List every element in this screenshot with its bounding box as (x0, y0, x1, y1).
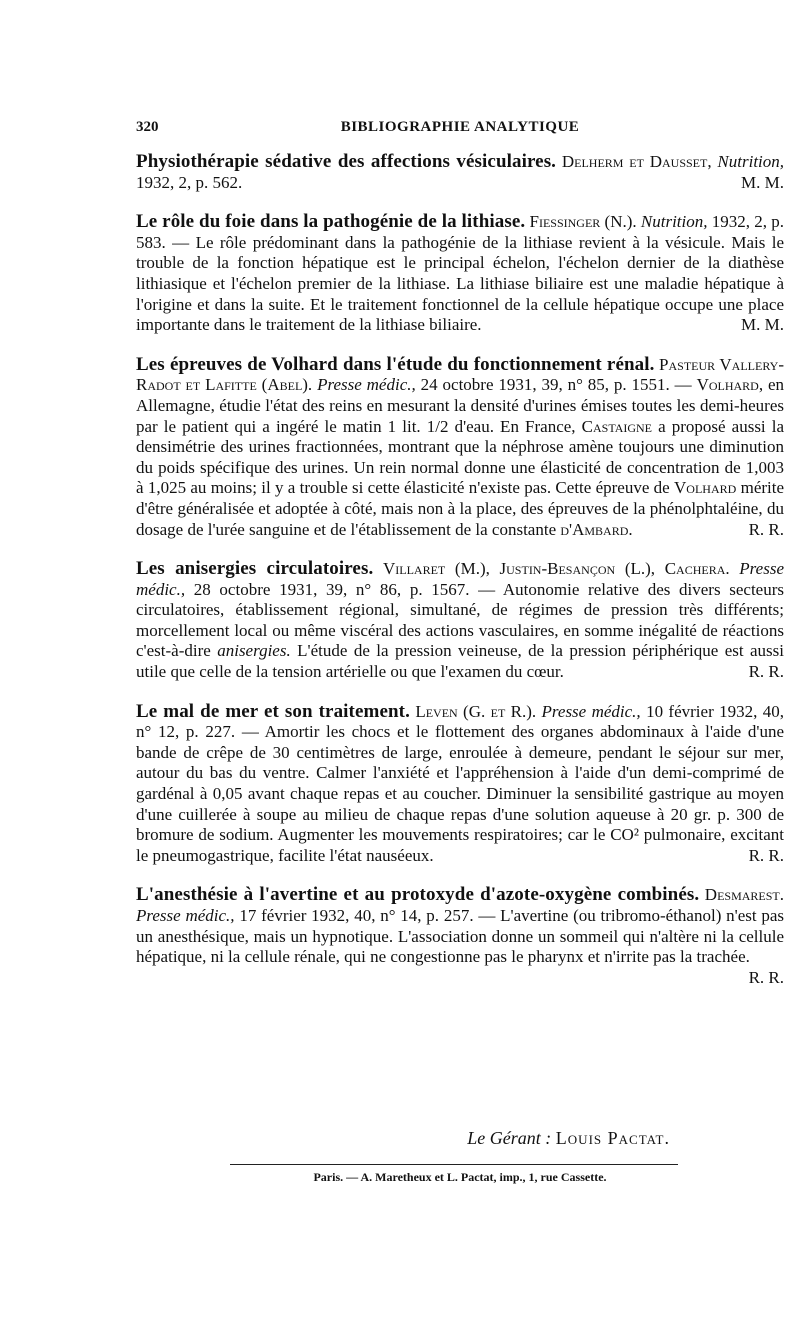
bibliography-entries (136, 152, 784, 1007)
entry-signature: R. R. (748, 845, 784, 865)
entry-reference: 24 octobre 1931, 39, n° 85, p. 1551. — (420, 375, 692, 395)
entry-abstract: Autonomie relative des divers secteurs circulatoires, établissement régional, simultané, de régimes de pression très différents; morcellement local ou même viscéral des actions vasculaires, en somme inégalité de réactions c'est-à-dire (136, 579, 784, 661)
entry-reference: 1932, 2, p. 583. — (136, 212, 784, 252)
entry-journal: Presse médic., (541, 701, 641, 721)
entry-authors: Desmarest. (704, 885, 785, 905)
entry-abstract-name: Volhard (674, 478, 737, 498)
entry-abstract: a proposé aussi la densimétrie des urines fractionnées, montrant que la néphrose amène toujours une diminution du poids spécifique des urines. Un rein normal donne une élasticité de concentration de 1,003 à 1,025 au moins; il y a trouble si cette élasticité n'existe pas. Cette épreuve de (136, 416, 785, 498)
entry-mal-de-mer (136, 702, 784, 867)
footer-rule (230, 1164, 678, 1165)
entry-physiotherapie (136, 152, 784, 193)
page-header (136, 119, 784, 143)
entry-reference: 17 février 1932, 40, n° 14, p. 257. — (239, 906, 496, 925)
entry-journal: Presse médic., (136, 906, 235, 925)
entry-anesthesie-avertine (136, 885, 784, 988)
entry-abstract: en Allemagne, étudie l'état des reins en mesurant la densité d'urines émises toutes les demi-heures par le patient qui a ingéré le matin 1 lit. 1/2 d'eau. En France, (136, 375, 785, 436)
entry-signature: M. M. (741, 172, 784, 192)
running-title: BIBLIOGRAPHIE ANALYTIQUE (340, 119, 580, 135)
gerant-label: Le Gérant : (467, 1128, 552, 1148)
entry-abstract-name: Castaigne (581, 416, 653, 436)
entry-abstract-name: Volhard, (696, 375, 764, 395)
printer-imprint: Paris. — A. Maretheux et L. Pactat, imp., 1, rue Cassette. (313, 1170, 607, 1184)
entry-journal: Presse médic., (317, 375, 416, 395)
entry-role-du-foie (136, 212, 784, 336)
entry-authors: Fiessinger (N.). (529, 212, 637, 232)
entry-title: Physiothérapie sédative des affections vésiculaires. (136, 151, 557, 172)
entry-title: Les épreuves de Volhard dans l'étude du fonctionnement rénal. (136, 353, 655, 375)
entry-journal: Nutrition, (640, 212, 708, 232)
entry-reference: 1932, 2, p. 562. (136, 172, 243, 192)
entry-signature: R. R. (748, 967, 784, 987)
entry-signature: R. R. (748, 519, 784, 539)
gerant-name: Louis Pactat. (555, 1128, 670, 1148)
entry-authors: Villaret (M.), Justin-Besançon (L.), Cachera. (382, 559, 730, 579)
entry-title: Le mal de mer et son traitement. (136, 700, 410, 722)
entry-abstract: Le rôle prédominant dans la pathogénie de la lithiase revient à la vésicule. Mais le trouble de la fonction hépatique est le principal échelon, l'échelon dernier de la diathèse lithiasique et l'échelon premier de la lithiase. La lithiase biliaire est une maladie hépatique à l'origine et dans la suite. Et le traitement fonctionnel de la cellule hépatique occupe une place importante dans le traitement de la lithiase biliaire. (136, 232, 785, 335)
entry-title: Le rôle du foie dans la pathogénie de la lithiase. (136, 211, 526, 233)
entry-abstract-term: anisergies. (217, 641, 291, 661)
entry-reference: 28 octobre 1931, 39, n° 86, p. 1567. — (193, 579, 496, 599)
entry-signature: M. M. (741, 315, 784, 335)
page-number: 320 (136, 119, 159, 135)
gerant-line (136, 1128, 670, 1149)
entry-title: L'anesthésie à l'avertine et au protoxyde d'azote-oxygène combinés. (136, 884, 700, 906)
entry-abstract: Amortir les chocs et le flottement des organes abdominaux à l'aide d'une bande de crêpe de 30 centimètres de large, enroulée à demeure, pendant le séjour sur mer, autour du bas du ventre. Calmer l'anxiété et l'appréhension à l'aide d'un demi-comprimé de gardénal à 0,05 avant chaque repas et au coucher. Diminuer la sensibilité gastrique au moyen d'une cuillerée à soupe au milieu de chaque repas d'une solution aqueuse à 20 gr. p. 300 de bromure de sodium. Augmenter les mouvements respiratoires; car le CO² pulmonaire, excitant le pneumogastrique, facilite l'état nauséeux. (136, 722, 784, 865)
entry-journal: Nutrition, (717, 152, 785, 171)
entry-abstract: L'avertine (ou tribromo-éthanol) n'est pas un anesthésique, mais un hypnotique. L'association donne un sommeil qui n'altère ni la cellule hépatique, ni la cellule rénale, qui ne congestionne pas le pharynx et n'irrite pas la trachée. (136, 906, 785, 967)
entry-anisergies (136, 559, 784, 683)
entry-abstract: L'étude de la pression veineuse, de la pression périphérique est aussi utile que celle de la tension artérielle ou que l'examen du cœur. (136, 641, 785, 682)
entry-epreuves-volhard (136, 355, 784, 540)
entry-authors: Delherm et Dausset, (561, 152, 712, 171)
entry-authors: Leven (G. et R.). (415, 701, 537, 721)
entry-title: Les anisergies circulatoires. (136, 558, 374, 580)
entry-signature: R. R. (748, 662, 784, 682)
entry-journal: Presse médic., (136, 559, 784, 599)
entry-abstract: mérite d'être généralisée et adoptée à côté, mais non à la place, des épreuves de la phénolphtaléine, du dosage de l'urée sanguine et de l'établissement de la constante (136, 478, 785, 539)
entry-authors: Pasteur Vallery-Radot et Lafitte (Abel). (136, 354, 784, 395)
entry-reference: 10 février 1932, 40, n° 12, p. 227. — (136, 701, 784, 742)
entry-abstract-name: d'Ambard. (560, 519, 633, 539)
